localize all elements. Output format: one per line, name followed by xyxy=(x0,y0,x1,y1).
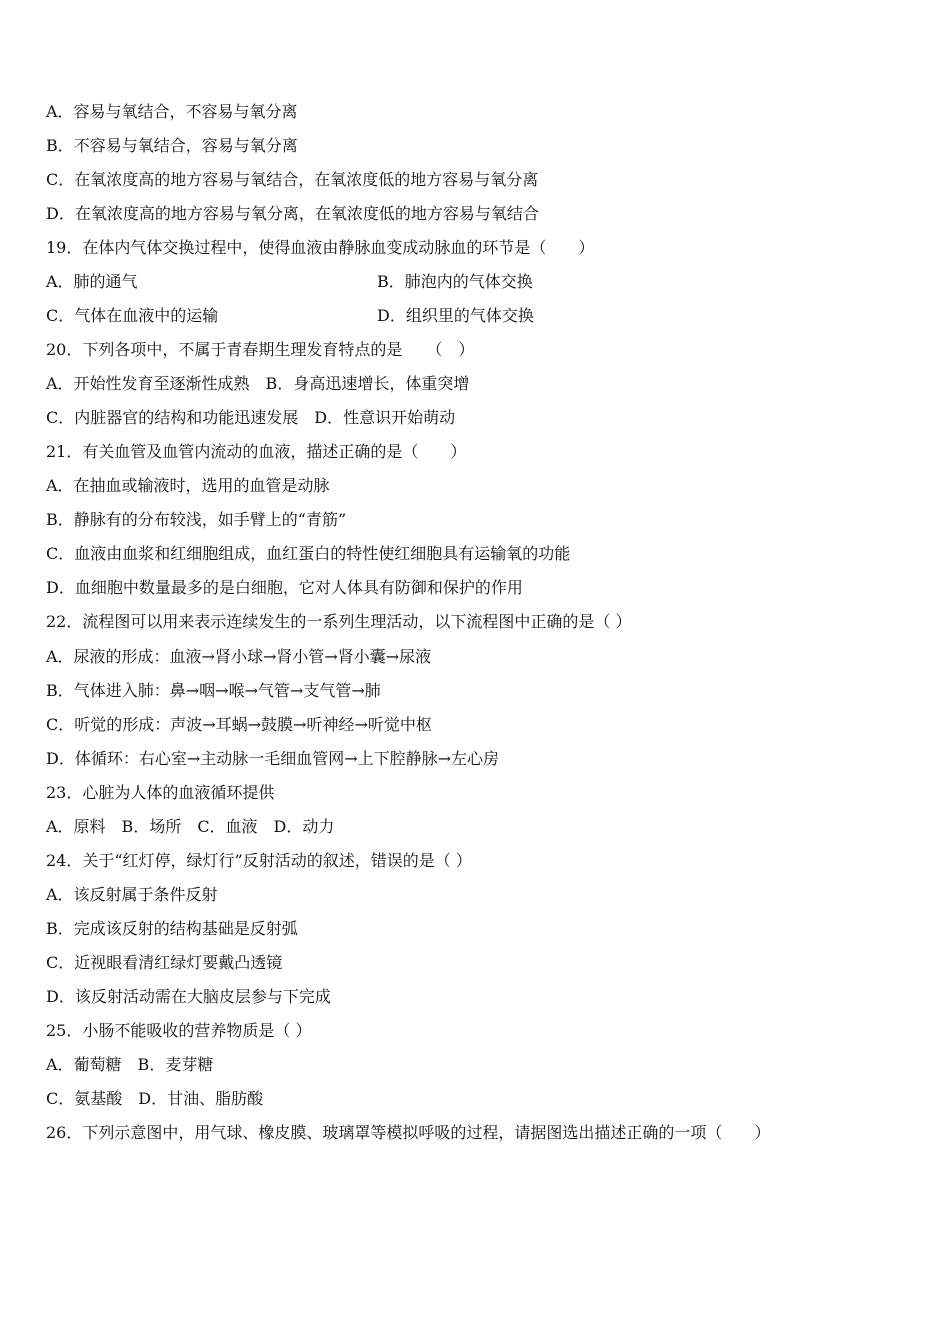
question-23: 23．心脏为人体的血液循环提供 xyxy=(46,783,275,802)
question-24: 24．关于“红灯停，绿灯行”反射活动的叙述，错误的是（ ） xyxy=(46,851,472,870)
q22-option-a: A．尿液的形成：血液→肾小球→肾小管→肾小囊→尿液 xyxy=(46,647,432,666)
question-21: 21．有关血管及血管内流动的血液，描述正确的是（ ） xyxy=(46,442,467,461)
q21-option-a: A．在抽血或输液时，选用的血管是动脉 xyxy=(46,476,330,495)
option-c-line: C．在氧浓度高的地方容易与氧结合，在氧浓度低的地方容易与氧分离 xyxy=(46,170,539,189)
q21-option-c: C．血液由血浆和红细胞组成，血红蛋白的特性使红细胞具有运输氧的功能 xyxy=(46,544,571,563)
question-25: 25．小肠不能吸收的营养物质是（ ） xyxy=(46,1021,312,1040)
q25-options-ab: A．葡萄糖 B．麦芽糖 xyxy=(46,1055,214,1074)
q20-options-ab: A．开始性发育至逐渐性成熟 B．身高迅速增长，体重突增 xyxy=(46,374,470,393)
question-19: 19．在体内气体交换过程中，使得血液由静脉血变成动脉血的环节是（ ） xyxy=(46,238,595,257)
q22-option-c: C．听觉的形成：声波→耳蜗→鼓膜→听神经→听觉中枢 xyxy=(46,715,432,734)
q22-option-b: B．气体进入肺：鼻→咽→喉→气管→支气管→肺 xyxy=(46,681,381,700)
option-d-line: D．在氧浓度高的地方容易与氧分离，在氧浓度低的地方容易与氧结合 xyxy=(46,204,539,223)
q25-options-cd: C．氨基酸 D．甘油、脂肪酸 xyxy=(46,1089,264,1108)
question-26: 26．下列示意图中，用气球、橡皮膜、玻璃罩等模拟呼吸的过程，请据图选出描述正确的一项（ ） xyxy=(46,1123,771,1142)
q24-option-c: C．近视眼看清红绿灯要戴凸透镜 xyxy=(46,953,283,972)
q19-option-b: B．肺泡内的气体交换 xyxy=(377,272,533,291)
question-20: 20．下列各项中，不属于青春期生理发育特点的是 （ ） xyxy=(46,340,475,359)
q19-option-a: A．肺的通气 xyxy=(46,272,138,291)
q19-option-d: D．组织里的气体交换 xyxy=(377,306,534,325)
q24-option-b: B．完成该反射的结构基础是反射弧 xyxy=(46,919,298,938)
question-22: 22．流程图可以用来表示连续发生的一系列生理活动，以下流程图中正确的是（ ） xyxy=(46,612,632,631)
q19-option-c: C．气体在血液中的运输 xyxy=(46,306,219,325)
q24-option-d: D．该反射活动需在大脑皮层参与下完成 xyxy=(46,987,331,1006)
q24-option-a: A．该反射属于条件反射 xyxy=(46,885,218,904)
q21-option-b: B．静脉有的分布较浅，如手臂上的“青筋” xyxy=(46,510,347,529)
q23-options: A．原料 B．场所 C．血液 D．动力 xyxy=(46,817,335,836)
option-a-line: A．容易与氧结合，不容易与氧分离 xyxy=(46,102,298,121)
q20-options-cd: C．内脏器官的结构和功能迅速发展 D．性意识开始萌动 xyxy=(46,408,456,427)
q21-option-d: D．血细胞中数量最多的是白细胞，它对人体具有防御和保护的作用 xyxy=(46,578,523,597)
option-b-line: B．不容易与氧结合，容易与氧分离 xyxy=(46,136,298,155)
q22-option-d: D．体循环：右心室→主动脉一毛细血管网→上下腔静脉→左心房 xyxy=(46,749,500,768)
